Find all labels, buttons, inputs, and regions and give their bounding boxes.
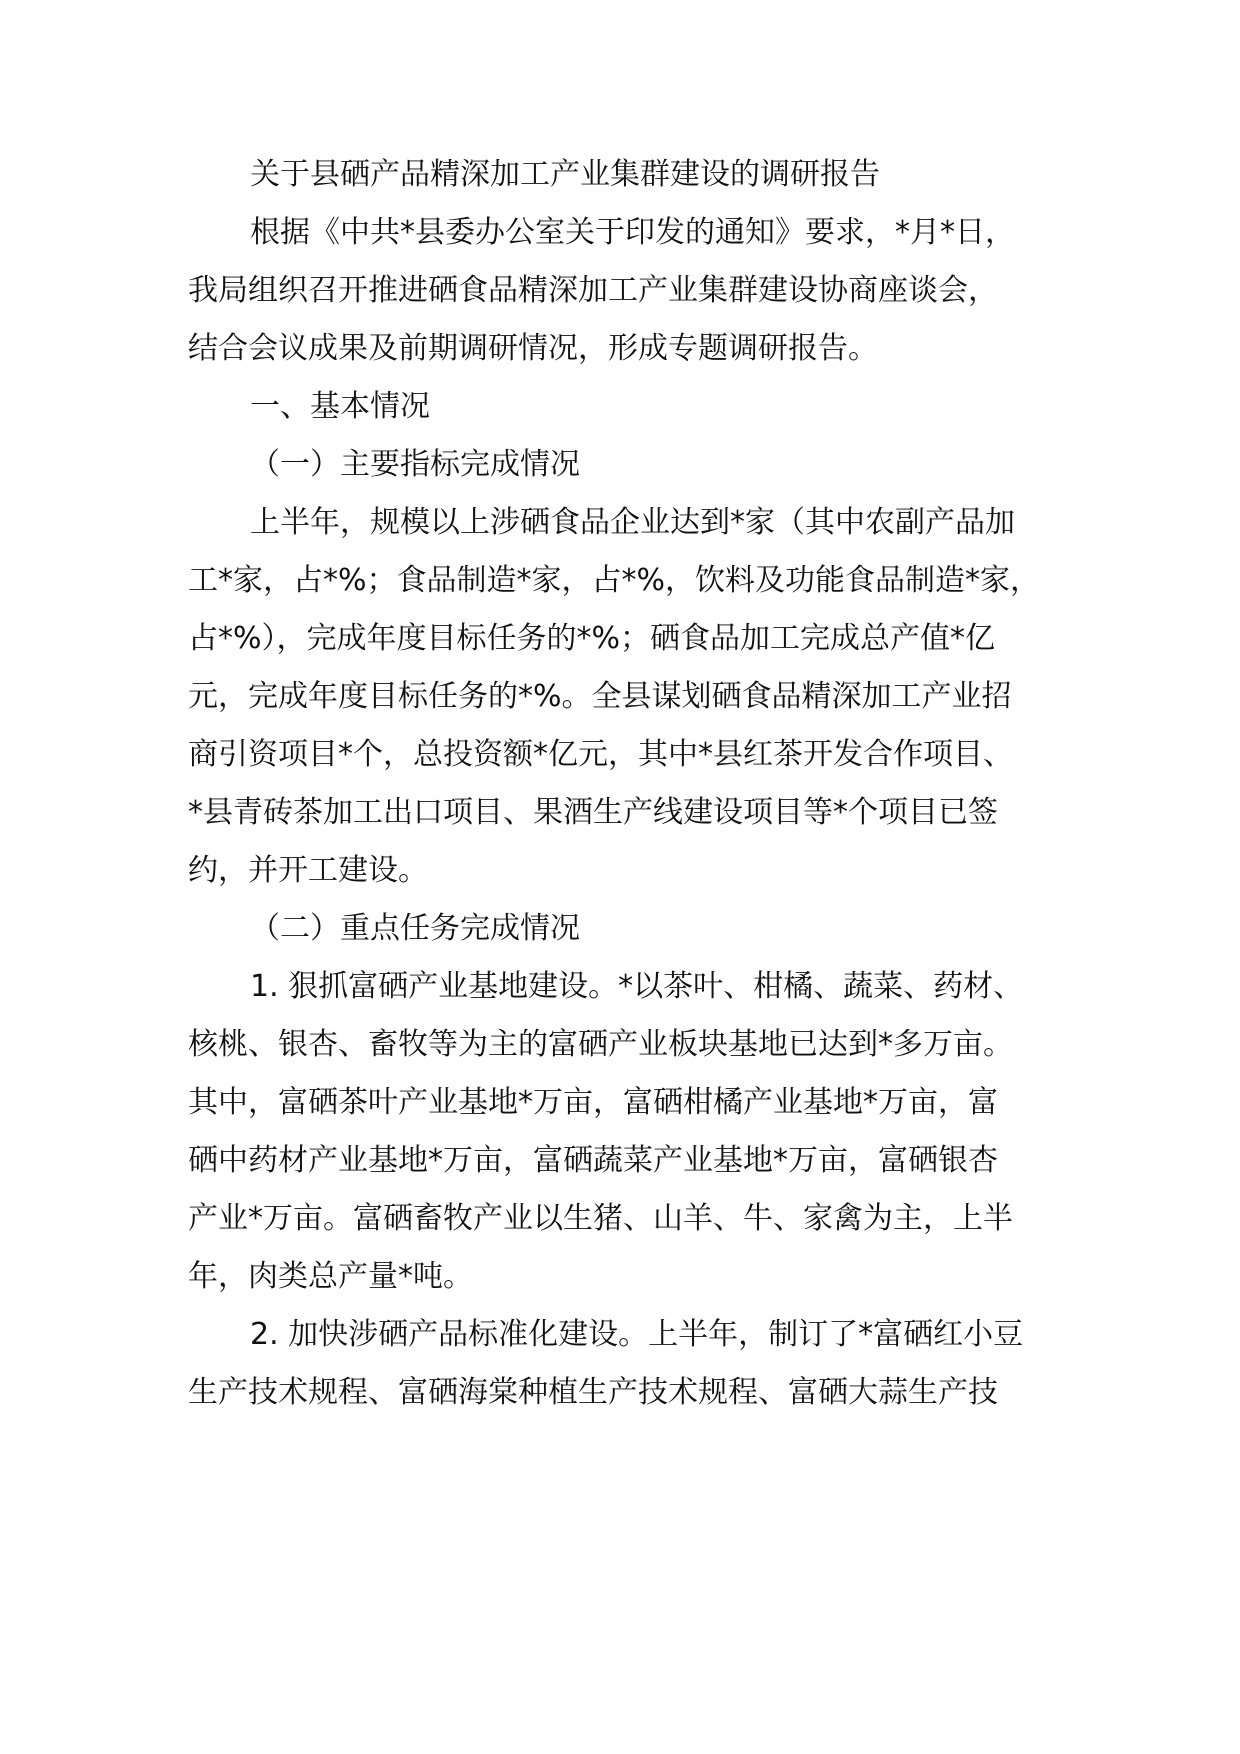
subsection-heading: （二）重点任务完成情况 <box>250 911 580 946</box>
paragraph-line: 年，肉类总产量*吨。 <box>188 1259 473 1294</box>
paragraph-line: 产业*万亩。富硒畜牧产业以生猪、山羊、牛、家禽为主，上半 <box>188 1201 1013 1236</box>
paragraph-line: 占*%），完成年度目标任务的*%；硒食品加工完成总产值*亿 <box>188 621 996 656</box>
paragraph-line: 1. 狠抓富硒产业基地建设。*以茶叶、柑橘、蔬菜、药材、 <box>250 969 1024 1004</box>
section-heading: 一、基本情况 <box>250 389 430 424</box>
paragraph-line: 上半年，规模以上涉硒食品企业达到*家（其中农副产品加 <box>250 505 1015 540</box>
paragraph-line: 结合会议成果及前期调研情况，形成专题调研报告。 <box>188 331 878 366</box>
paragraph-line: 工*家，占*%；食品制造*家，占*%，饮料及功能食品制造*家， <box>188 563 1041 598</box>
paragraph-line: 商引资项目*个，总投资额*亿元，其中*县红茶开发合作项目、 <box>188 737 1013 772</box>
paragraph-line: 根据《中共*县委办公室关于印发的通知》要求，*月*日， <box>250 215 1015 250</box>
paragraph-line: 2. 加快涉硒产品标准化建设。上半年，制订了*富硒红小豆 <box>250 1317 1024 1352</box>
paragraph-line: 生产技术规程、富硒海棠种植生产技术规程、富硒大蒜生产技 <box>188 1375 998 1410</box>
paragraph-line: 元，完成年度目标任务的*%。全县谋划硒食品精深加工产业招 <box>188 679 1012 714</box>
document-title: 关于县硒产品精深加工产业集群建设的调研报告 <box>250 157 880 192</box>
subsection-heading: （一）主要指标完成情况 <box>250 447 580 482</box>
paragraph-line: 核桃、银杏、畜牧等为主的富硒产业板块基地已达到*多万亩。 <box>188 1027 1013 1062</box>
paragraph-line: 约，并开工建设。 <box>188 853 428 888</box>
paragraph-line: 硒中药材产业基地*万亩，富硒蔬菜产业基地*万亩，富硒银杏 <box>188 1143 998 1178</box>
paragraph-line: *县青砖茶加工出口项目、果酒生产线建设项目等*个项目已签 <box>188 795 998 830</box>
paragraph-line: 其中，富硒茶叶产业基地*万亩，富硒柑橘产业基地*万亩，富 <box>188 1085 998 1120</box>
paragraph-line: 我局组织召开推进硒食品精深加工产业集群建设协商座谈会， <box>188 273 998 308</box>
